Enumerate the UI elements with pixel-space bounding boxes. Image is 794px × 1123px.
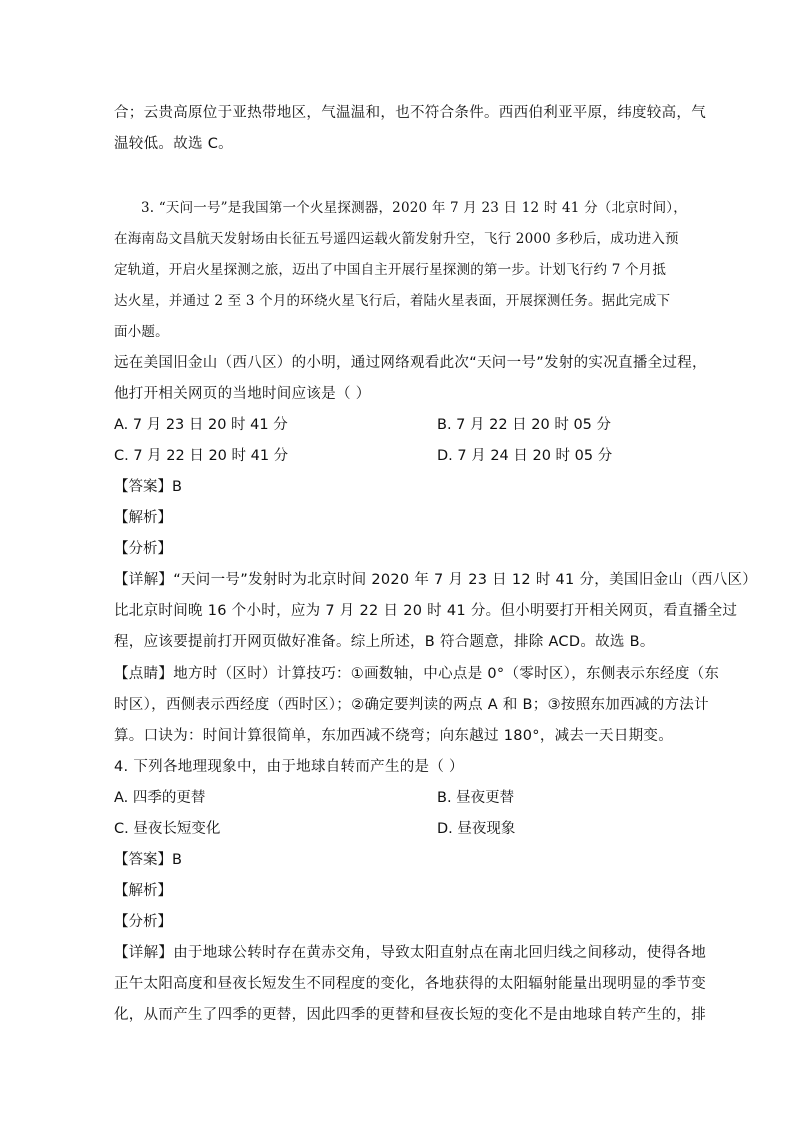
q3-question-line-2: 他打开相关网页的当地时间应该是（ ） — [114, 386, 371, 402]
q4-option-a: A. 四季的更替 — [114, 790, 206, 806]
q3-option-a: A. 7 月 23 日 20 时 41 分 — [114, 417, 288, 433]
q3-tips-line-1: 【点睛】地方时（区时）计算技巧：①画数轴，中心点是 0°（零时区），东侧表示东经度（东 — [114, 666, 720, 682]
q3-tips-line-2: 时区），西侧表示西经度（西时区）；②确定要判读的两点 A 和 B；③按照东加西减的方法计 — [114, 697, 709, 713]
q4-fenxi-heading: 【分析】 — [114, 914, 172, 930]
q3-detail-line-3: 程，应该要提前打开网页做好准备。综上所述，B 符合题意，排除 ACD。故选 B。 — [114, 634, 655, 650]
q3-fenxi-heading: 【分析】 — [114, 541, 172, 557]
q3-question-line-1: 远在美国旧金山（西八区）的小明，通过网络观看此次“天问一号”发射的实况直播全过程， — [114, 355, 707, 371]
q3-detail-line-2: 比北京时间晚 16 个小时，应为 7 月 22 日 20 时 41 分。但小明要打开相关网页，看直播全过 — [114, 603, 738, 619]
q4-answer: 【答案】B — [114, 852, 182, 868]
intro-line-2: 温较低。故选 C。 — [114, 136, 233, 152]
q3-option-b: B. 7 月 22 日 20 时 05 分 — [437, 417, 612, 433]
q3-material-line-4: 达火星，并通过 2 至 3 个月的环绕火星飞行后，着陆火星表面，开展探测任务。据此完成下 — [114, 293, 671, 309]
q4-detail-line-1: 【详解】由于地球公转时存在黄赤交角，导致太阳直射点在南北回归线之间移动，使得各地 — [114, 945, 706, 961]
q4-detail-line-3: 化，从而产生了四季的更替，因此四季的更替和昼夜长短的变化不是由地球自转产生的，排 — [114, 1007, 706, 1023]
q4-option-d: D. 昼夜现象 — [437, 821, 516, 837]
q4-analysis-heading: 【解析】 — [114, 883, 172, 899]
q3-analysis-heading: 【解析】 — [114, 510, 172, 526]
q4-option-c: C. 昼夜长短变化 — [114, 821, 221, 837]
q3-material-line-1: 3. “天问一号”是我国第一个火星探测器，2020 年 7 月 23 日 12 时 41 分（北京时间）， — [141, 200, 687, 216]
q3-tips-line-3: 算。口诀为：时间计算很简单，东加西减不绕弯；向东越过 180°，减去一天日期变。 — [114, 728, 674, 744]
q4-question: 4. 下列各地理现象中，由于地球自转而产生的是（ ） — [114, 759, 464, 775]
intro-line-1: 合；云贵高原位于亚热带地区，气温温和，也不符合条件。西西伯利亚平原，纬度较高，气 — [114, 105, 706, 121]
q3-material-line-2: 在海南岛文昌航天发射场由长征五号遥四运载火箭发射升空，飞行 2000 多秒后，成功进入预 — [114, 231, 679, 247]
q3-option-c: C. 7 月 22 日 20 时 41 分 — [114, 448, 289, 464]
q4-detail-line-2: 正午太阳高度和昼夜长短发生不同程度的变化，各地获得的太阳辐射能量出现明显的季节变 — [114, 976, 706, 992]
q3-material-line-5: 面小题。 — [114, 324, 169, 340]
q3-answer: 【答案】B — [114, 479, 182, 495]
q3-material-line-3: 定轨道，开启火星探测之旅，迈出了中国自主开展行星探测的第一步。计划飞行约 7 个月抵 — [114, 262, 667, 278]
q4-option-b: B. 昼夜更替 — [437, 790, 515, 806]
q3-option-d: D. 7 月 24 日 20 时 05 分 — [437, 448, 613, 464]
q3-detail-line-1: 【详解】“天问一号”发射时为北京时间 2020 年 7 月 23 日 12 时 41 分，美国旧金山（西八区） — [114, 572, 758, 588]
